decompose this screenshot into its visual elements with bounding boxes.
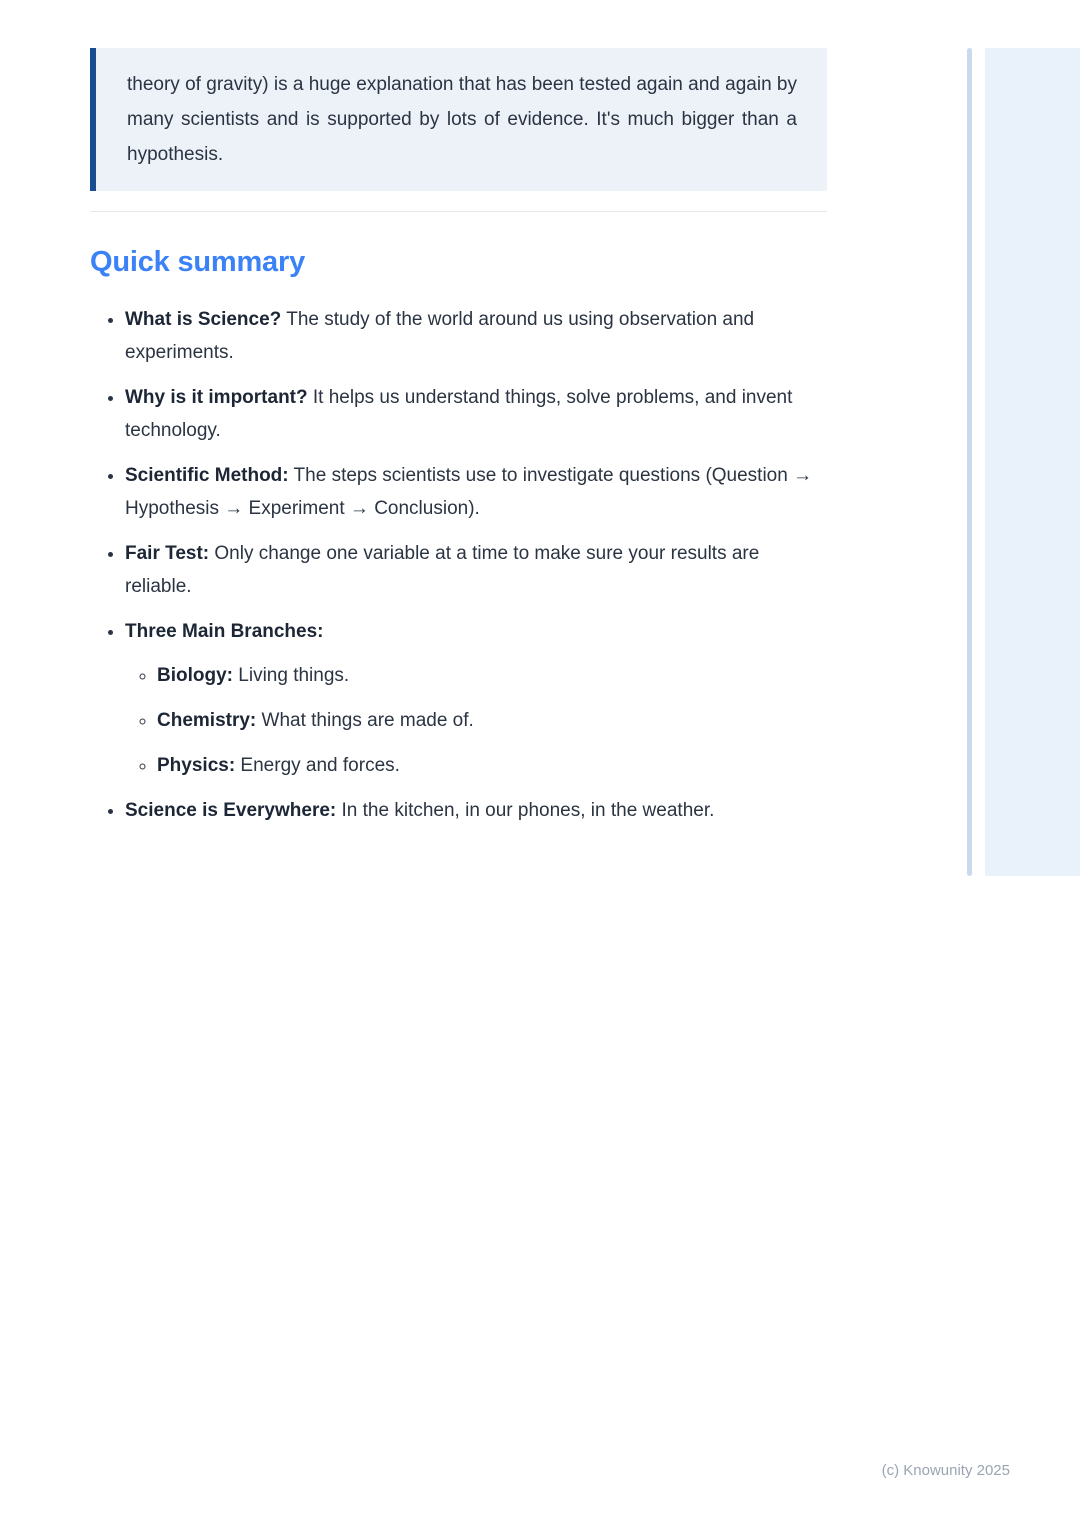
sub-list-item <box>157 704 827 737</box>
scrollbar-thumb[interactable] <box>967 48 972 876</box>
list-item-lead: Scientific Method: <box>125 465 289 486</box>
callout-note <box>90 48 827 191</box>
sub-list <box>125 659 827 782</box>
list-item-text: The study of the world around us using observation and experiments. <box>125 309 755 363</box>
list-item-lead: Three Main Branches: <box>125 621 324 642</box>
list-item <box>125 459 827 525</box>
list-item-text: What things are made of. <box>256 710 474 731</box>
list-item-text: In the kitchen, in our phones, in the weather. <box>336 800 715 821</box>
right-panel <box>985 48 1080 876</box>
list-item-lead: Fair Test: <box>125 543 210 564</box>
list-item-text: The steps scientists use to investigate questions (Question → Hypothesis → Experiment → Conclusion). <box>125 465 813 519</box>
list-item-text: It helps us understand things, solve problems, and invent technology. <box>125 387 793 441</box>
list-item-text: Only change one variable at a time to make sure your results are reliable. <box>125 543 760 597</box>
summary-list <box>90 303 827 839</box>
list-item <box>125 615 827 782</box>
list-item <box>125 794 827 827</box>
list-item <box>125 537 827 603</box>
list-item-lead: Biology: <box>157 665 233 686</box>
list-item <box>125 381 827 447</box>
sub-list-item <box>157 659 827 692</box>
copyright-footer: (c) Knowunity 2025 <box>881 1462 1010 1479</box>
list-item-lead: Science is Everywhere: <box>125 800 337 821</box>
sub-list-item <box>157 749 827 782</box>
section-divider <box>90 211 827 212</box>
list-item-text: Energy and forces. <box>235 755 400 776</box>
list-item-lead: Chemistry: <box>157 710 257 731</box>
list-item <box>125 303 827 369</box>
callout-text: theory of gravity) is a huge explanation that has been tested again and again by many scientists and is supported by lots of evidence. It's much bigger than a hypothesis. <box>127 74 797 165</box>
list-item-lead: What is Science? <box>125 309 282 330</box>
list-item-text: Living things. <box>233 665 350 686</box>
section-heading: Quick summary <box>90 246 305 278</box>
list-item-lead: Why is it important? <box>125 387 308 408</box>
list-item-lead: Physics: <box>157 755 236 776</box>
